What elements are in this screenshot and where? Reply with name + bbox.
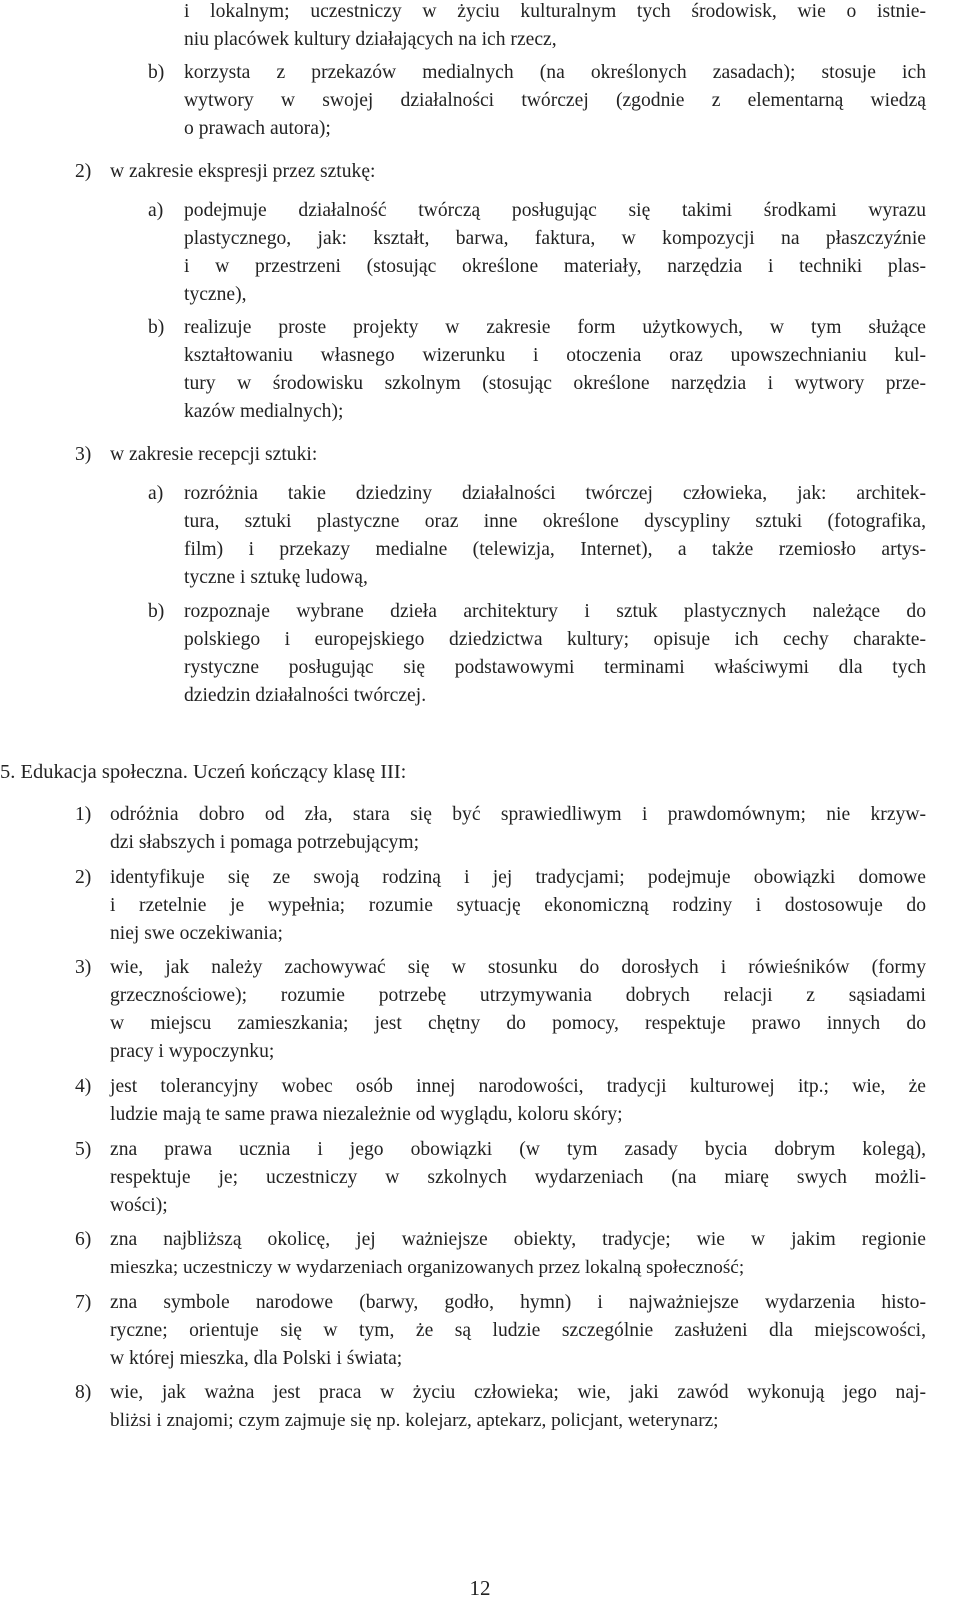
list-marker: 2) <box>75 161 92 182</box>
text-line: grzecznościowe); rozumie potrzebę utrzymywania dobrych relacji z sąsiadami <box>110 985 926 1006</box>
text-line: pracy i wypoczynku; <box>110 1041 275 1062</box>
list-marker: 6) <box>75 1229 92 1250</box>
text-line: wytwory w swojej działalności twórczej (zgodnie z elementarną wiedzą <box>184 90 926 111</box>
text-line: tyczne i sztukę ludową, <box>184 567 368 588</box>
text-line: kazów medialnych); <box>184 401 344 422</box>
page-number: 12 <box>469 1576 491 1600</box>
text-line: podejmuje działalność twórczą posługując się takimi środkami wyrazu <box>184 200 926 221</box>
text-line: realizuje proste projekty w zakresie form użytkowych, w tym służące <box>184 317 926 338</box>
text-line: film) i przekazy medialne (telewizja, Internet), a także rzemiosło artys- <box>184 539 926 560</box>
list-marker: 7) <box>75 1292 92 1313</box>
text-line: niej swe oczekiwania; <box>110 923 284 944</box>
list-marker: 8) <box>75 1382 92 1403</box>
text-line: niu placówek kultury działających na ich rzecz, <box>184 29 557 50</box>
text-line: wie, jak ważna jest praca w życiu człowieka; wie, jaki zawód wykonują jego naj- <box>110 1382 926 1403</box>
list-marker: a) <box>148 200 164 221</box>
text-line: rozpoznaje wybrane dzieła architektury i sztuk plastycznych należące do <box>184 601 926 622</box>
text-line: o prawach autora); <box>184 118 331 139</box>
list-marker: 1) <box>75 804 92 825</box>
text-line: polskiego i europejskiego dziedzictwa kultury; opisuje ich cechy charakte- <box>184 629 926 650</box>
list-marker: b) <box>148 601 165 622</box>
text-line: mieszka; uczestniczy w wydarzeniach organizowanych przez lokalną społeczność; <box>110 1257 745 1278</box>
list-marker: 3) <box>75 444 92 465</box>
text-line: i lokalnym; uczestniczy w życiu kulturalnym tych środowisk, wie o istnie- <box>184 1 926 22</box>
text-line: zna symbole narodowe (barwy, godło, hymn) i najważniejsze wydarzenia histo- <box>110 1292 926 1313</box>
text-line: wie, jak należy zachowywać się w stosunku do dorosłych i rówieśników (formy <box>110 957 926 978</box>
text-line: i rzetelnie je wypełnia; rozumie sytuację ekonomiczną rodziny i dostosowuje do <box>110 895 926 916</box>
list-marker: b) <box>148 62 165 83</box>
text-line: identyfikuje się ze swoją rodziną i jej tradycjami; podejmuje obowiązki domowe <box>110 867 926 888</box>
list-marker: 4) <box>75 1076 92 1097</box>
list-marker: 3) <box>75 957 92 978</box>
text-line: rozróżnia takie dziedziny działalności twórczej człowieka, jak: architek- <box>184 483 926 504</box>
text-line: odróżnia dobro od zła, stara się być sprawiedliwym i prawdomównym; nie krzyw- <box>110 804 926 825</box>
list-marker: 2) <box>75 867 92 888</box>
section-heading: w zakresie recepcji sztuki: <box>110 444 318 465</box>
list-marker: a) <box>148 483 164 504</box>
text-line: w miejscu zamieszkania; jest chętny do pomocy, respektuje prawo innych do <box>110 1013 926 1034</box>
text-line: tury w środowisku szkolnym (stosując określone narzędzia i wytwory prze- <box>184 373 926 394</box>
list-marker: b) <box>148 317 165 338</box>
text-line: respektuje je; uczestniczy w szkolnych wydarzeniach (na miarę swych możli- <box>110 1167 926 1188</box>
text-line: tura, sztuki plastyczne oraz inne określone dyscypliny sztuki (fotografika, <box>184 511 926 532</box>
section-heading: w zakresie ekspresji przez sztukę: <box>110 161 376 182</box>
text-line: zna prawa ucznia i jego obowiązki (w tym zasady bycia dobrym kolegą), <box>110 1139 926 1160</box>
text-line: zna najbliższą okolicę, jej ważniejsze obiekty, tradycje; wie w jakim regionie <box>110 1229 926 1250</box>
text-line: jest tolerancyjny wobec osób innej narodowości, tradycji kulturowej itp.; wie, że <box>110 1076 926 1097</box>
text-line: dziedzin działalności twórczej. <box>184 685 427 706</box>
text-line: w której mieszka, dla Polski i świata; <box>110 1348 403 1369</box>
text-line: wości); <box>110 1195 168 1216</box>
list-marker: 5) <box>75 1139 92 1160</box>
text-line: tyczne), <box>184 284 247 305</box>
text-line: ludzie mają te same prawa niezależnie od wyglądu, koloru skóry; <box>110 1104 623 1125</box>
text-line: ryczne; orientuje się w tym, że są ludzie szczególnie zasłużeni dla miejscowości, <box>110 1320 926 1341</box>
text-line: bliżsi i znajomi; czym zajmuje się np. kolejarz, aptekarz, policjant, weterynarz; <box>110 1410 719 1431</box>
text-line: rystyczne posługując się podstawowymi terminami właściwymi dla tych <box>184 657 926 678</box>
text-line: korzysta z przekazów medialnych (na określonych zasadach); stosuje ich <box>184 62 926 83</box>
text-line: dzi słabszych i pomaga potrzebującym; <box>110 832 420 853</box>
section-5-heading: 5. Edukacja społeczna. Uczeń kończący klasę III: <box>0 761 407 783</box>
text-line: kształtowaniu własnego wizerunku i otoczenia oraz upowszechnianiu kul- <box>184 345 926 366</box>
text-line: plastycznego, jak: kształt, barwa, faktura, w kompozycji na płaszczyźnie <box>184 228 926 249</box>
text-line: i w przestrzeni (stosując określone materiały, narzędzia i techniki plas- <box>184 256 926 277</box>
